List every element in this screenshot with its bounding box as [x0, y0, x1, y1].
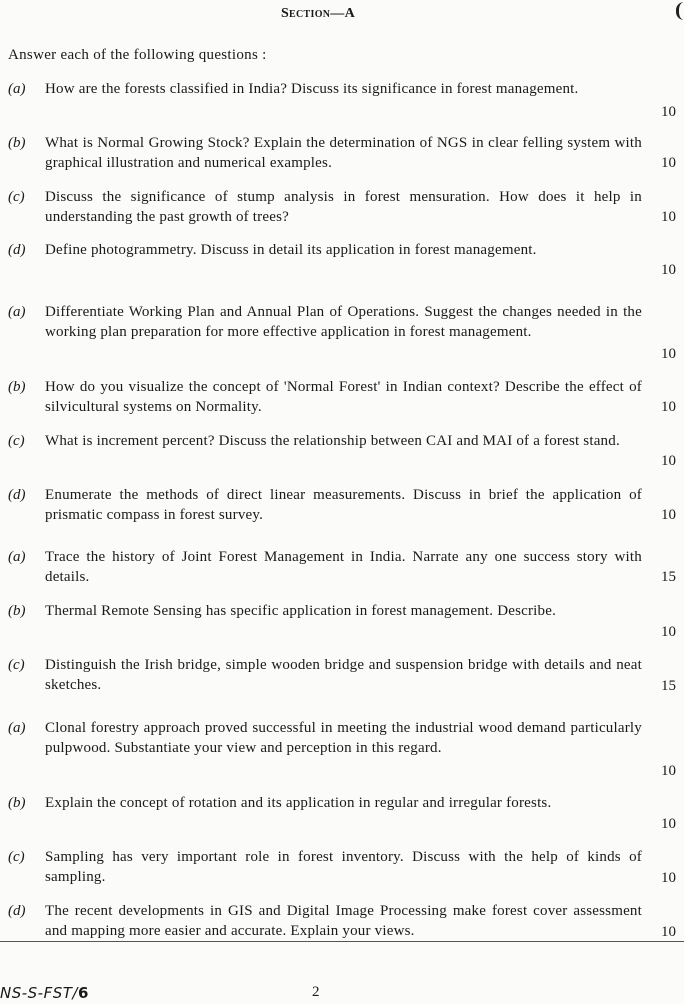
question-marks: 10: [661, 104, 676, 120]
question-text: Thermal Remote Sensing has specific application in forest management. Describe.: [45, 603, 557, 619]
question-label: (a): [8, 81, 26, 97]
question-marks: 10: [661, 262, 676, 278]
question-text: Sampling has very important role in forest inventory. Discuss with the help of kinds of sampling.: [45, 849, 642, 885]
question-label: (c): [8, 849, 25, 865]
question-marks: 15: [661, 569, 676, 585]
question-marks: 10: [661, 453, 676, 469]
question-marks: 10: [661, 870, 676, 886]
question-label: (b): [8, 379, 26, 395]
question-marks: 10: [661, 155, 676, 171]
question-text: Define photogrammetry. Discuss in detail its application in forest management.: [45, 242, 537, 258]
question-text: What is increment percent? Discuss the relationship between CAI and MAI of a forest stand.: [45, 433, 620, 449]
question-label: (d): [8, 487, 26, 503]
question-marks: 10: [661, 507, 676, 523]
section-title: Section—A: [280, 6, 356, 21]
question-text: Enumerate the methods of direct linear measurements. Discuss in brief the application of prismatic compass in forest survey.: [45, 487, 642, 523]
question-marks: 10: [661, 924, 676, 940]
question-label: (a): [8, 304, 26, 320]
question-marks: 10: [661, 399, 676, 415]
page-edge-mark: [676, 2, 684, 20]
footer-divider: [0, 941, 684, 942]
question-label: (d): [8, 903, 26, 919]
question-marks: 10: [661, 209, 676, 225]
question-text: Distinguish the Irish bridge, simple wooden bridge and suspension bridge with details and neat sketches.: [45, 657, 642, 693]
instruction-text: Answer each of the following questions :: [8, 47, 267, 63]
question-marks: 10: [661, 763, 676, 779]
question-label: (a): [8, 720, 26, 736]
question-text: Discuss the significance of stump analysis in forest mensuration. How does it help in understanding the past growth of trees?: [45, 189, 642, 225]
question-text: What is Normal Growing Stock? Explain the determination of NGS in clear felling system with graphical illustration and numerical examples.: [45, 135, 642, 171]
question-text: Explain the concept of rotation and its application in regular and irregular forests.: [45, 795, 552, 811]
page-number: 2: [312, 984, 320, 1000]
question-label: (c): [8, 433, 25, 449]
question-text: Clonal forestry approach proved successful in meeting the industrial wood demand particularly pulpwood. Substantiate your view and perception in this regard.: [45, 720, 642, 756]
question-label: (b): [8, 603, 26, 619]
question-text: How do you visualize the concept of 'Normal Forest' in Indian context? Describe the effect of silvicultural systems on Normality.: [45, 379, 642, 415]
question-label: (c): [8, 657, 25, 673]
question-marks: 10: [661, 816, 676, 832]
question-label: (b): [8, 795, 26, 811]
question-label: (c): [8, 189, 25, 205]
paper-code: NS-S-FST/6: [0, 984, 89, 1002]
question-marks: 15: [661, 678, 676, 694]
question-text: Differentiate Working Plan and Annual Plan of Operations. Suggest the changes needed in the working plan preparation for more effective application in forest management.: [45, 304, 642, 340]
question-label: (d): [8, 242, 26, 258]
question-marks: 10: [661, 346, 676, 362]
question-text: How are the forests classified in India? Discuss its significance in forest management.: [45, 81, 579, 97]
question-text: Trace the history of Joint Forest Management in India. Narrate any one success story with details.: [45, 549, 642, 585]
question-marks: 10: [661, 624, 676, 640]
question-text: The recent developments in GIS and Digital Image Processing make forest cover assessment and mapping more easier and accurate. Explain your views.: [45, 903, 642, 939]
question-label: (a): [8, 549, 26, 565]
question-label: (b): [8, 135, 26, 151]
